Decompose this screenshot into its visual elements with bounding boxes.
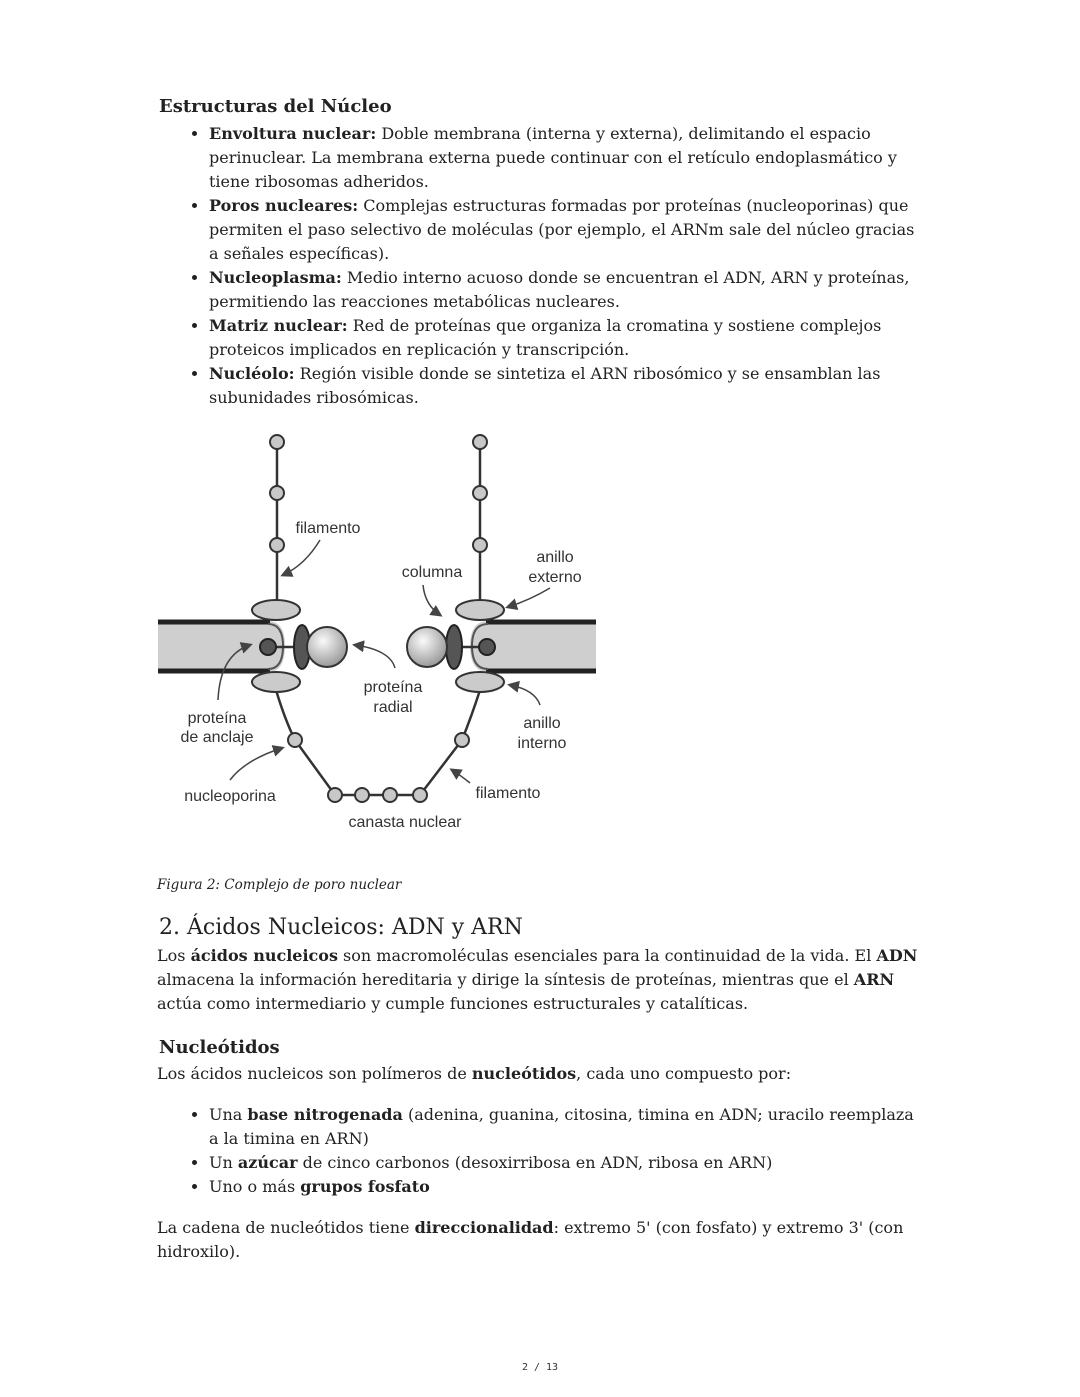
nucleotides-paragraph: Los ácidos nucleicos son polímeros de nucleótidos, cada uno compuesto por: (157, 1064, 792, 1083)
list-item: • Una base nitrogenada (adenina, guanina, citosina, timina en ADN; uracilo reemplaza a la timina en ARN) (209, 1103, 927, 1151)
description: Región visible donde se sintetiza el ARN ribosómico y se ensamblan las subunidades ribosómicas. (209, 364, 881, 407)
nucleoporin-beads (270, 435, 487, 802)
directionality-paragraph: La cadena de nucleótidos tiene direccionalidad: extremo 5' (con fosfato) y extremo 3' (con hidroxilo). (157, 1218, 904, 1261)
label-proteina-anclaje: proteína (187, 710, 247, 727)
term: Nucléolo: (209, 364, 295, 383)
list-item: • Uno o más grupos fosfato (209, 1175, 927, 1199)
nucleotide-components-list (157, 1103, 927, 1199)
label-anillo-interno: anillo (523, 715, 561, 732)
anchor-proteins (260, 625, 495, 669)
description: Complejas estructuras formadas por proteínas (nucleoporinas) que permiten el paso selectivo de moléculas (por ejemplo, el ARNm sale del núcleo gracias a señales específicas). (209, 196, 915, 263)
description: Doble membrana (interna y externa), delimitando el espacio perinuclear. La membrana externa puede continuar con el retículo endoplasmático y tiene ribosomas adheridos. (209, 124, 897, 191)
label-filamento-bottom: filamento (475, 785, 541, 802)
term: Envoltura nuclear: (209, 124, 377, 143)
subsection-title: Nucleótidos (159, 1037, 280, 1058)
label-proteina-radial: proteína (363, 679, 423, 696)
label-nucleoporina: nucleoporina (184, 788, 276, 805)
section-title: Estructuras del Núcleo (159, 96, 392, 117)
label-columna: columna (401, 564, 463, 581)
intro-paragraph: Los ácidos nucleicos son macromoléculas esenciales para la continuidad de la vida. El ADN almacena la información hereditaria y dirige la síntesis de proteínas, mientras que el ARN actúa como intermediario y cumple funciones estructurales y catalíticas. (157, 946, 918, 1013)
label-filamento-top: filamento (295, 520, 361, 537)
term: Matriz nuclear: (209, 316, 348, 335)
label-anillo-externo: anillo (536, 549, 574, 566)
description: Medio interno acuoso donde se encuentran el ADN, ARN y proteínas, permitiendo las reacciones metabólicas nucleares. (209, 268, 910, 311)
label-proteina-radial-2: radial (373, 699, 413, 716)
section-heading: 2. Ácidos Nucleicos: ADN y ARN (159, 915, 523, 940)
list-item: • Un azúcar de cinco carbonos (desoxirribosa en ADN, ribosa en ARN) (209, 1151, 927, 1175)
label-anillo-interno-2: interno (517, 735, 567, 752)
label-proteina-anclaje-2: de anclaje (180, 729, 254, 746)
label-canasta-nuclear: canasta nuclear (348, 814, 462, 831)
figure-caption: Figura 2: Complejo de poro nuclear (157, 877, 402, 893)
nucleic-acids-section (157, 914, 927, 1264)
radial-proteins (307, 627, 447, 667)
label-anillo-externo-2: externo (528, 569, 582, 586)
description: Red de proteínas que organiza la cromatina y sostiene complejos proteicos implicados en replicación y transcripción. (209, 316, 882, 359)
term: Nucleoplasma: (209, 268, 342, 287)
term: Poros nucleares: (209, 196, 359, 215)
page-number: 2 / 13 (521, 1362, 559, 1373)
